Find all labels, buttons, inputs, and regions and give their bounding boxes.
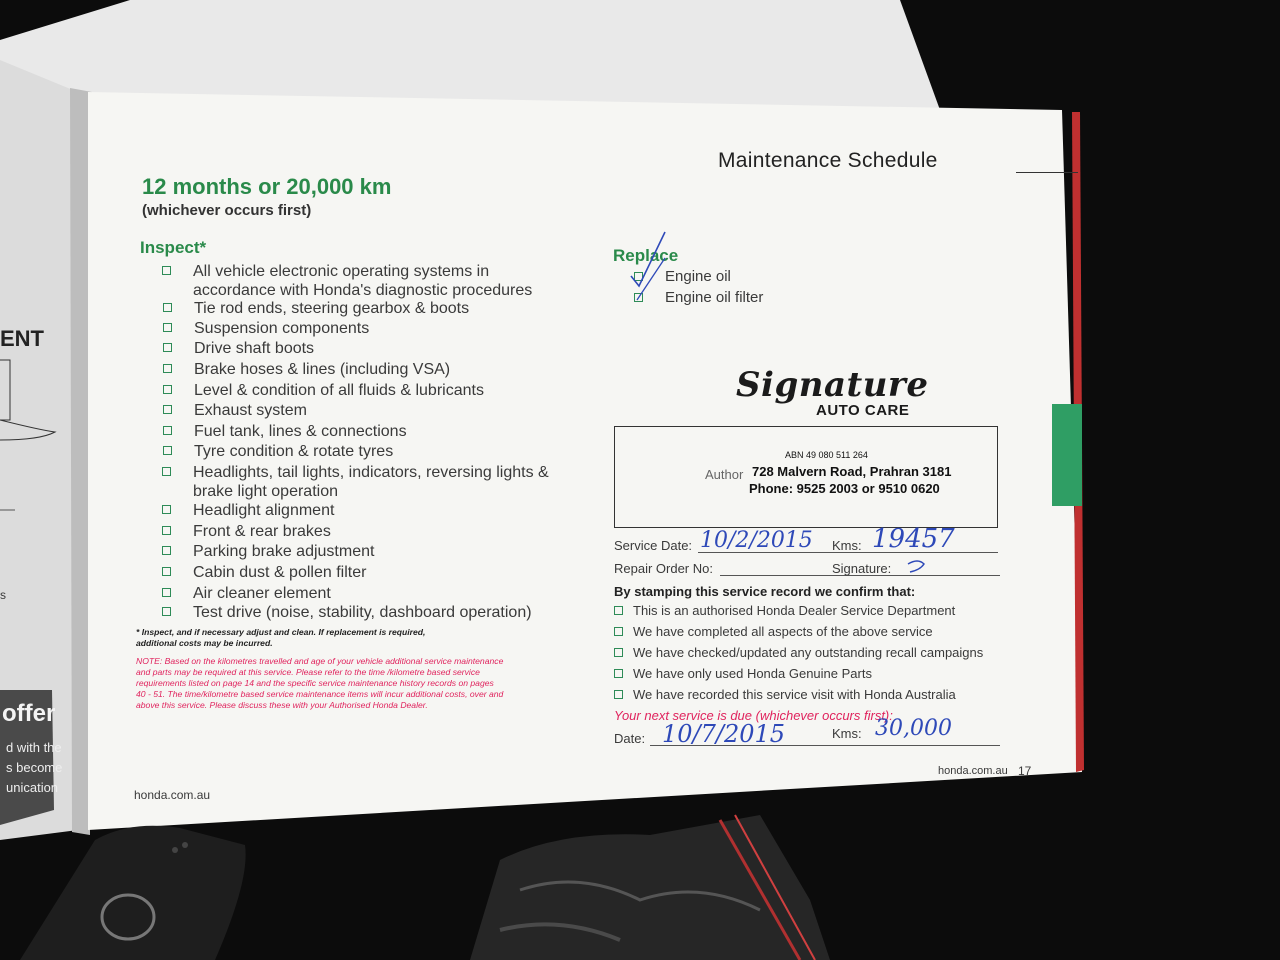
next-service-label: Your next service is due (whichever occurs first):	[614, 708, 893, 723]
checkbox-icon	[163, 364, 172, 373]
inspect-item: Test drive (noise, stability, dashboard operation)	[162, 603, 532, 622]
checkbox-icon	[614, 606, 623, 615]
handwritten-tick-icon	[625, 228, 675, 308]
stamp-abn: ABN 49 080 511 264	[785, 450, 868, 460]
title-underline	[1016, 172, 1078, 173]
checkbox-icon	[614, 627, 623, 636]
page-number: 17	[1018, 764, 1032, 778]
checkbox-icon	[614, 669, 623, 678]
interval-title: 12 months or 20,000 km	[142, 174, 392, 199]
next-kms-value: 30,000	[875, 716, 952, 741]
stamp-partial-label: Author	[705, 467, 744, 482]
footer-site-right: honda.com.au	[938, 765, 1008, 777]
offer-text: d with the s become unication	[6, 740, 63, 795]
next-kms-label: Kms:	[832, 726, 862, 741]
inspect-item: All vehicle electronic operating systems in accordance with Honda's diagnostic procedures	[162, 262, 532, 300]
checkbox-icon	[163, 343, 172, 352]
kms-value: 19457	[872, 524, 955, 554]
confirm-item: We have checked/updated any outstanding recall campaigns	[614, 645, 983, 660]
service-note: NOTE: Based on the kilometres travelled and age of your vehicle additional service maintenance and parts may be required at this service. Please refer to the time /kilometre based service requirements listed on page 14 and the specific service maintenance history records on pages 40 - 51. The time/kilometre based service maintenance items will incur additional costs, over and above this service. Please discuss these with your Authorised Honda Dealer.	[136, 656, 504, 710]
signature-scribble-icon	[906, 558, 932, 574]
inspect-item: Tie rod ends, steering gearbox & boots	[163, 299, 469, 318]
inspect-item: Level & condition of all fluids & lubricants	[163, 381, 484, 400]
checkbox-icon	[162, 567, 171, 576]
replace-item-engine-oil: Engine oil	[634, 268, 731, 285]
next-date-value: 10/7/2015	[662, 720, 786, 748]
service-date-label: Service Date:	[614, 538, 693, 553]
inspect-item: Drive shaft boots	[163, 339, 314, 358]
service-date-value: 10/2/2015	[700, 528, 813, 553]
page-tab	[1052, 404, 1082, 506]
confirm-item: This is an authorised Honda Dealer Service Department	[614, 603, 955, 618]
interval-subtitle: (whichever occurs first)	[142, 202, 312, 219]
next-date-label: Date:	[614, 731, 646, 746]
checkbox-icon	[162, 607, 171, 616]
checkbox-icon	[162, 266, 171, 275]
inspect-footnote: * Inspect, and if necessary adjust and clean. If replacement is required, additional costs may be incurred.	[136, 627, 426, 648]
kms-label: Kms:	[832, 538, 862, 553]
inspect-item: Cabin dust & pollen filter	[162, 563, 366, 582]
page-title: Maintenance Schedule	[718, 149, 938, 172]
checkbox-icon	[162, 526, 171, 535]
footer-site-left: honda.com.au	[134, 788, 211, 802]
stamp-phone: Phone: 9525 2003 or 9510 0620	[749, 481, 940, 496]
checkbox-icon	[162, 467, 171, 476]
confirm-heading: By stamping this service record we confirm that:	[614, 584, 916, 599]
checkbox-icon	[162, 505, 171, 514]
offer-heading: offer	[2, 700, 56, 727]
confirm-item: We have completed all aspects of the above service	[614, 624, 933, 639]
inspect-item: Headlight alignment	[162, 501, 334, 520]
inspect-item: Air cleaner element	[162, 584, 331, 603]
repair-order-label: Repair Order No:	[614, 561, 713, 576]
checkbox-icon	[163, 385, 172, 394]
replace-item-oil-filter: Engine oil filter	[634, 289, 763, 306]
signature-label: Signature:	[832, 561, 892, 576]
signature-logo-subtitle: AUTO CARE	[816, 402, 910, 419]
inspect-item: Front & rear brakes	[162, 522, 331, 541]
inspect-item: Exhaust system	[163, 401, 307, 420]
checkbox-icon	[163, 405, 172, 414]
inspect-heading: Inspect*	[140, 238, 207, 257]
left-page-heading-fragment: ENT	[0, 326, 44, 351]
checkbox-icon	[162, 546, 171, 555]
signature-logo: Signature	[736, 365, 929, 405]
inspect-item: Headlights, tail lights, indicators, reversing lights & brake light operation	[162, 463, 549, 501]
left-page-text-fragment: s	[0, 588, 6, 602]
inspect-item: Suspension components	[163, 319, 369, 338]
checkbox-icon	[163, 323, 172, 332]
checkbox-icon	[614, 648, 623, 657]
checkbox-icon	[162, 588, 171, 597]
checkbox-icon	[163, 303, 172, 312]
confirm-item: We have only used Honda Genuine Parts	[614, 666, 872, 681]
confirm-item: We have recorded this service visit with Honda Australia	[614, 687, 956, 702]
checkbox-icon	[163, 426, 172, 435]
checkbox-icon	[614, 690, 623, 699]
inspect-item: Brake hoses & lines (including VSA)	[163, 360, 450, 379]
inspect-item: Tyre condition & rotate tyres	[163, 442, 393, 461]
stamp-address: 728 Malvern Road, Prahran 3181	[752, 464, 952, 479]
inspect-item: Fuel tank, lines & connections	[163, 422, 407, 441]
inspect-item: Parking brake adjustment	[162, 542, 374, 561]
replace-heading: Replace	[613, 246, 679, 265]
checkbox-icon	[163, 446, 172, 455]
